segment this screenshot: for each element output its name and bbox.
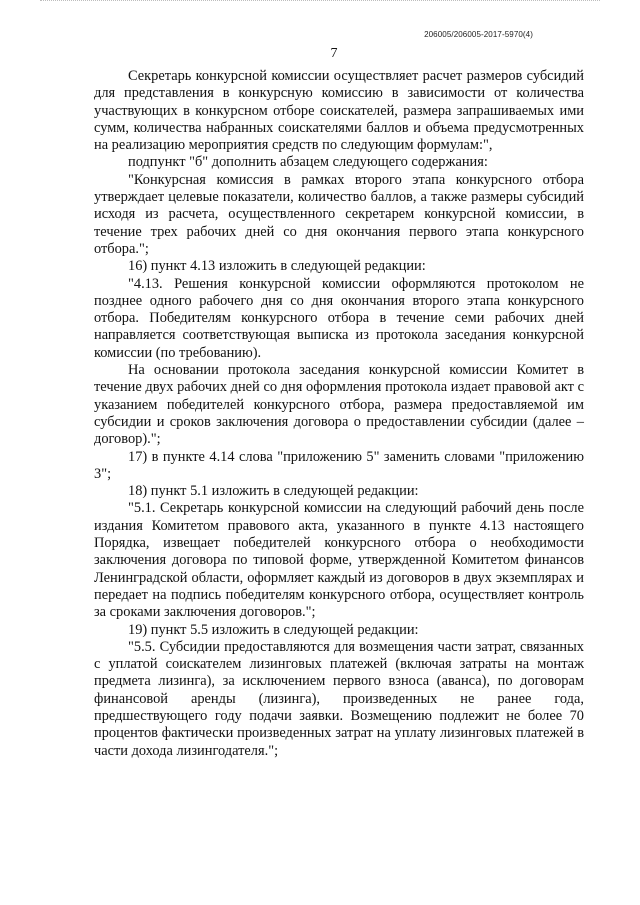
document-number: 206005/206005-2017-5970(4) (424, 30, 533, 39)
paragraph: 18) пункт 5.1 изложить в следующей редакции: (128, 483, 419, 500)
paragraph: "4.13. Решения конкурсной комиссии оформляются протоколом не позднее одного рабочего дня со дня окончания второго этапа конкурсного отбора. Победителям конкурсного отбора в течение семи рабочих дней направляется соответствующая выписка из протокола заседания конкурсной комиссии (по требованию). (94, 275, 584, 361)
document-body (94, 68, 584, 760)
paragraph: 16) пункт 4.13 изложить в следующей редакции: (128, 258, 426, 275)
paragraph: На основании протокола заседания конкурсной комиссии Комитет в течение двух рабочих дней со дня оформления протокола издает правовой акт с указанием победителей конкурсного отбора, размера предоставляемой им субсидии и сроков заключения договора о предоставлении субсидии (далее – договор)."; (94, 362, 584, 448)
paragraph: 19) пункт 5.5 изложить в следующей редакции: (128, 621, 419, 638)
paragraph: "Конкурсная комиссия в рамках второго этапа конкурсного отбора утверждает целевые показатели, количество баллов, а также размеры субсидий исходя из расчета, осуществленного секретарем конкурсной комиссии, в течение трех рабочих дней со дня окончания первого этапа конкурсного отбора."; (94, 171, 584, 257)
paragraph: "5.1. Секретарь конкурсной комиссии на следующий рабочий день после издания Комитетом правового акта, указанного в пункте 4.13 настоящего Порядка, извещает победителей конкурсного отбора о необходимости заключения договора по типовой форме, утвержденной Комитетом финансов Ленинградской области, оформляет каждый из договоров в двух экземплярах и передает на подпись победителям конкурсного отбора, осуществляет контроль за сроками заключения договоров."; (94, 500, 584, 621)
page-number: 7 (330, 46, 338, 61)
paragraph: подпункт "б" дополнить абзацем следующего содержания: (128, 154, 488, 171)
paragraph: 17) в пункте 4.14 слова "приложению 5" заменить словами "приложению 3"; (94, 448, 584, 482)
paragraph: "5.5. Субсидии предоставляются для возмещения части затрат, связанных с уплатой соискателем лизинговых платежей (включая затраты на монтаж предмета лизинга), за исключением первого взноса (аванса), по договорам финансовой аренды (лизинга), произведенных не ранее года, предшествующего году подачи заявки. Возмещению подлежит не более 70 процентов фактически произведенных затрат на уплату лизинговых платежей в части дохода лизингодателя."; (94, 638, 584, 759)
scan-top-edge (40, 0, 600, 4)
paragraph: Секретарь конкурсной комиссии осуществляет расчет размеров субсидий для представления в конкурсную комиссию в зависимости от количества участвующих в конкурсном отборе соискателей, размера запрашиваемых ими сумм, количества набранных соискателями баллов и объема предусмотренных на реализацию мероприятия средств по следующим формулам:", (94, 68, 584, 154)
